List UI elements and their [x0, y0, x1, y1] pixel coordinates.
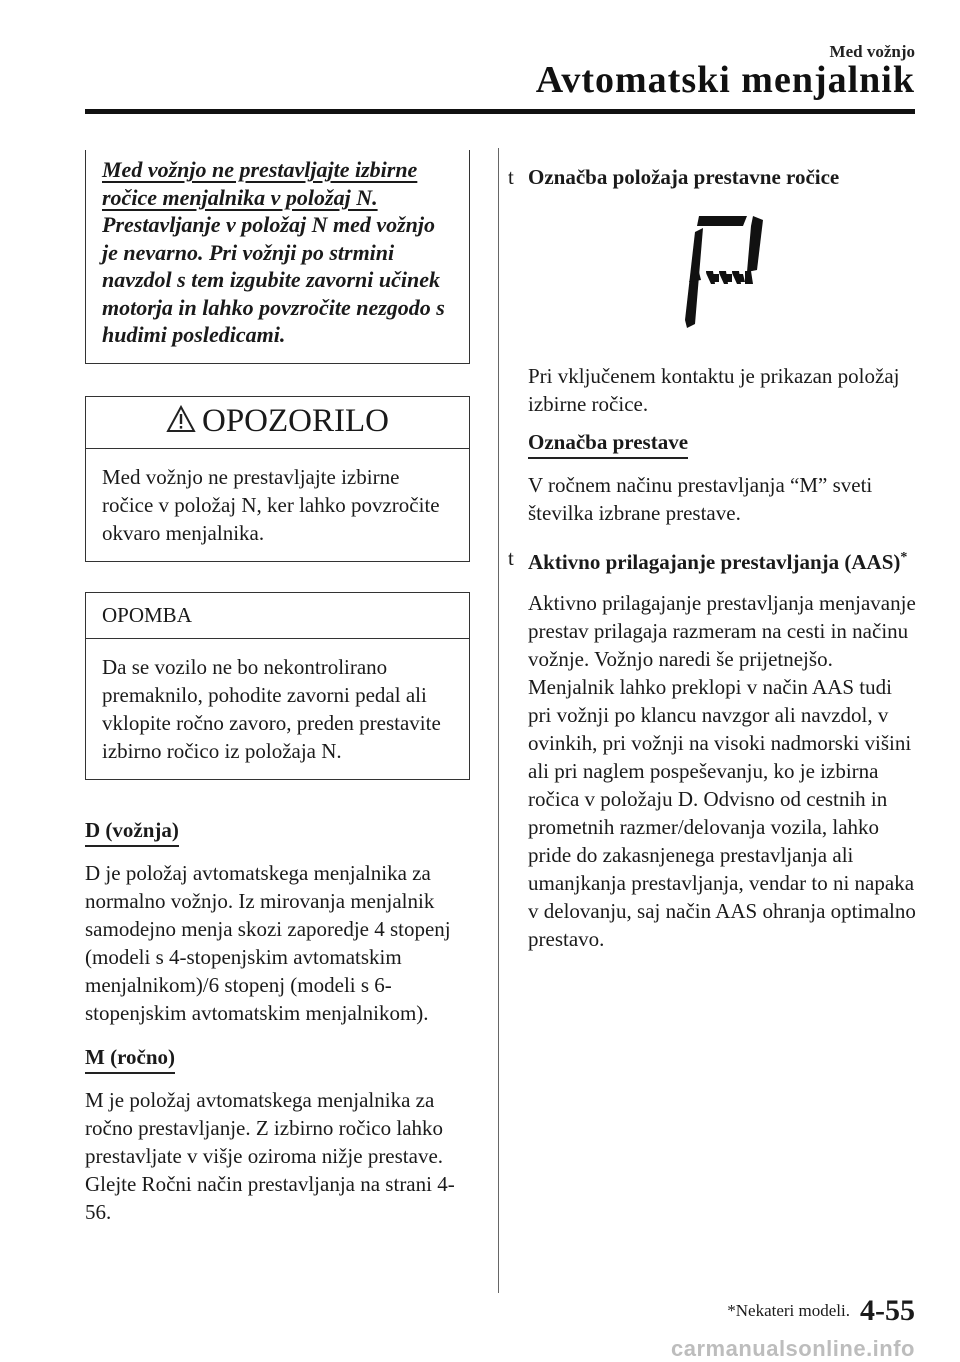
warning-line-1: Med vožnjo ne prestavljajte izbirne — [102, 157, 418, 182]
note-box — [85, 592, 470, 780]
gear-display-figure — [508, 210, 918, 350]
m-text: M je položaj avtomatskega menjalnika za ročno prestavljanje. Z izbirno ročico lahko prestavljate v višje oziroma nižje prestave. Glejte Ročni način prestavljanja na strani 4-56. — [85, 1087, 455, 1224]
bullet-mark: t — [508, 165, 514, 189]
m-heading: M (ročno) — [85, 1045, 175, 1074]
page-number: 4-55 — [860, 1294, 915, 1327]
note-title: OPOMBA — [102, 602, 192, 627]
left-column — [85, 150, 470, 1226]
note-text: Da se vozilo ne bo nekontrolirano premaknilo, pohodite zavorni pedal ali vklopite ročno zavoro, preden prestavite izbirno ročico iz položaja N. — [102, 654, 441, 763]
position-text: Pri vključenem kontaktu je prikazan položaj izbirne ročice. — [528, 364, 900, 416]
column-divider — [498, 148, 499, 1293]
position-heading: t Označba položaja prestavne ročice — [508, 162, 918, 192]
header-rule — [85, 109, 915, 114]
d-heading: D (vožnja) — [85, 818, 179, 847]
gear-position-p-display-icon — [673, 210, 783, 340]
footnote-star: * — [900, 550, 908, 565]
header-section: Med vožnjo — [829, 42, 915, 61]
warning-line-2: ročice menjalnika v položaj N. — [102, 184, 378, 210]
right-column — [508, 150, 918, 953]
watermark: carmanualsonline.info — [671, 1336, 915, 1361]
gear-text: V ročnem načinu prestavljanja “M” sveti številka izbrane prestave. — [528, 473, 873, 525]
caution-title: OPOZORILO — [202, 402, 389, 439]
aas-heading: t Aktivno prilagajanje prestavljanja (AAS)* — [508, 546, 908, 574]
warning-body: Prestavljanje v položaj N med vožnjo je nevarno. Pri vožnji po strmini navzdol s tem izgubite zavorni učinek motorja in lahko povzročite nezgodo s hudimi posledicami. — [102, 212, 445, 347]
d-text: D je položaj avtomatskega menjalnika za normalno vožnjo. Iz mirovanja menjalnik samodejno menja skozi zaporedje 4 stopenj (modeli s 4-stopenjskim avtomatskim menjalnikom)/6 stopenj (modeli s 6-stopenjskim avtomatskim menjalnikom). — [85, 860, 451, 1025]
warning-triangle-icon — [166, 405, 196, 433]
caution-box — [85, 396, 470, 562]
caution-text: Med vožnjo ne prestavljajte izbirne ročice v položaj N, ker lahko povzročite okvaro menjalnika. — [102, 464, 440, 545]
footnote: *Nekateri modeli. — [727, 1301, 850, 1320]
gear-heading: Označba prestave — [528, 430, 688, 459]
aas-text: Aktivno prilagajanje prestavljanja menjavanje prestav prilagaja razmeram na cesti in načinu vožnje. Vožnjo naredi še prijetnejšo. Menjalnik lahko preklopi v način AAS tudi pri vožnji po klancu navzgor ali navzdol, v ovinkih, pri vožnji na visoki nadmorski višini ali pri naglem pospeševanju, ko je izbirna ročica v položaju D. Odvisno od cestnih in prometnih razmer/delovanja vozila, lahko pride do zakasnjenega prestavljanja ali umanjkanja prestavljanja, vendar to ni napaka v delovanju, saj način AAS ohranja optimalno prestavo. — [528, 591, 916, 951]
warning-continued-box — [85, 150, 470, 364]
page-title: Avtomatski menjalnik — [535, 59, 915, 101]
